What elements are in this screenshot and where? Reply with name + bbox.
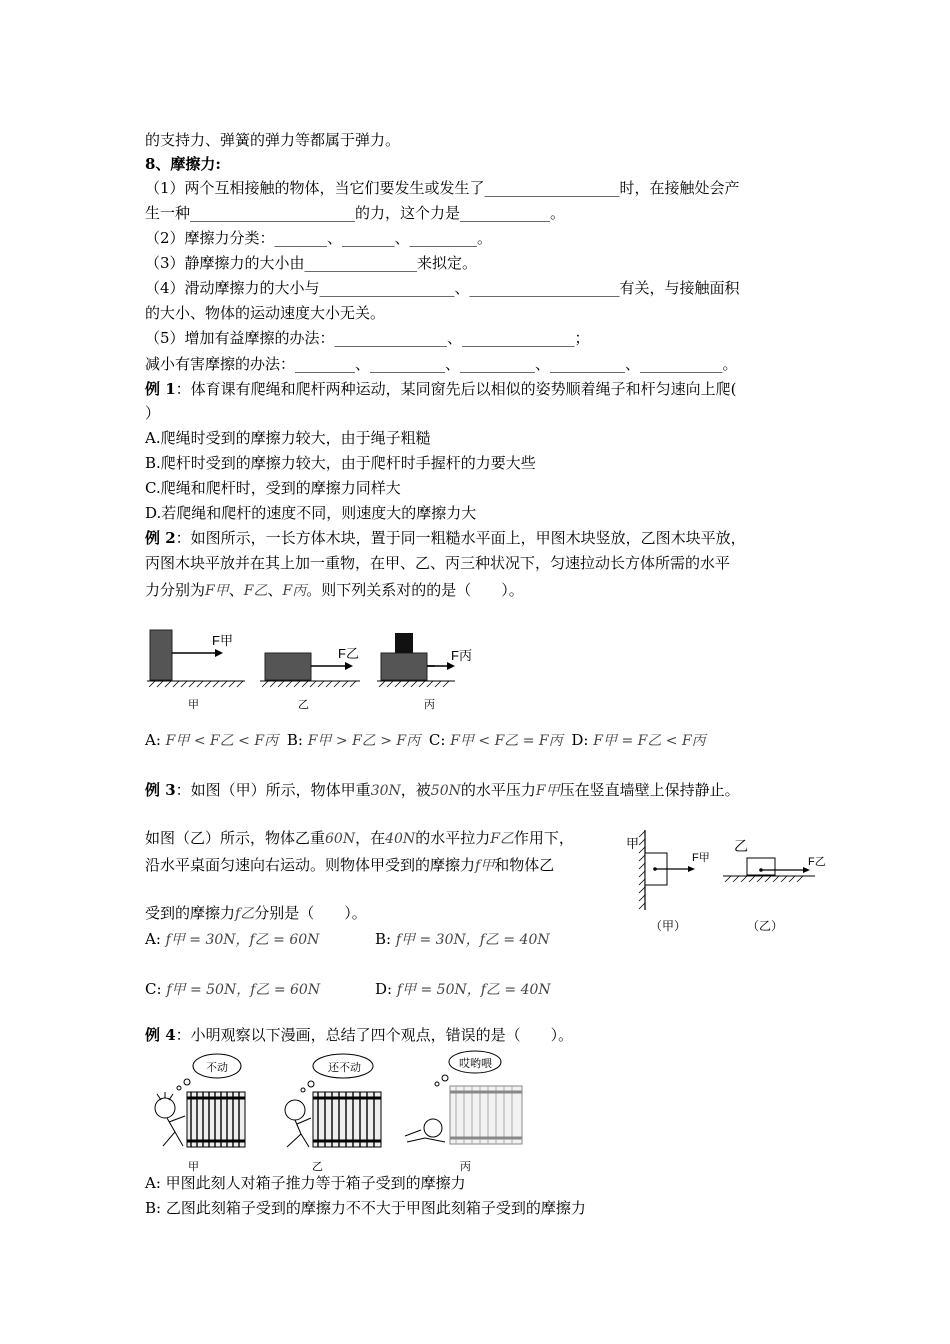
figure-caption: 丙 [460, 1161, 471, 1173]
option-label: A: [145, 930, 161, 948]
figure-caption: 甲 [188, 1161, 199, 1173]
ground-hatch [149, 681, 243, 687]
force-symbol: F甲 [535, 783, 560, 799]
text-line [145, 855, 554, 876]
text-line: 减小有害摩擦的办法：________、__________、__________、__________、___________。 [145, 355, 738, 373]
option-label: C: [145, 980, 162, 998]
example-2-stem [145, 528, 746, 548]
arrow-head-icon [345, 662, 353, 670]
text-line [145, 828, 574, 849]
text-span: 的水平拉力 [415, 829, 491, 847]
option-text: f甲 = 50N，f乙 = 40N [396, 982, 551, 998]
option-b [375, 929, 550, 950]
figure-caption: （乙） [747, 919, 784, 933]
option-a: A.爬绳时受到的摩擦力较大，由于绳子粗糙 [145, 429, 431, 447]
example-text: ：如图所示，一长方体木块，置于同一粗糙水平面上，甲图木块竖放，乙图木块平放， [175, 529, 746, 547]
boy-body-icon [287, 1118, 311, 1147]
text-span: ，被 [400, 781, 431, 799]
text-line [145, 903, 367, 924]
figure-caption: 丙 [424, 699, 435, 711]
option-text: f甲 = 50N，f乙 = 60N [166, 982, 321, 998]
force-label: F甲 [692, 852, 710, 864]
text-span: 作用下， [513, 829, 574, 847]
option-a [145, 929, 319, 950]
example-3-stem [145, 780, 740, 801]
force-label: F乙 [808, 856, 826, 868]
option-a: F甲 < F乙 < F丙 [165, 733, 279, 749]
separator: 、 [267, 581, 283, 599]
force-label: F甲 [212, 633, 233, 648]
text-line: （5）增加有益摩擦的办法：_______________、_______________； [145, 329, 590, 347]
crate-icon [450, 1086, 522, 1144]
option-label: C: [428, 731, 446, 749]
text-line: （1）两个互相接触的物体，当它们要发生或发生了__________________时，在接触处会产 [145, 179, 740, 197]
option-a: A: 甲图此刻人对箱子推力等于箱子受到的摩擦力 [145, 1174, 466, 1192]
ground-hatch [379, 681, 449, 687]
value: 40N [385, 831, 416, 847]
text-line: 丙图木块平放并在其上加一重物，在甲、乙、丙三种状况下，匀速拉动长方体所需的水平 [145, 554, 731, 572]
option-c: F甲 < F乙 = F丙 [450, 733, 563, 749]
text-line: 生一种______________________的力，这个力是____________。 [145, 204, 566, 222]
force-symbol: F乙 [490, 831, 514, 847]
option-label: D: [375, 980, 393, 998]
force-label: F丙 [451, 648, 472, 663]
weight-block [395, 633, 413, 653]
example-label: 例 3 [145, 781, 176, 799]
example-4-stem [145, 1025, 573, 1045]
value: 50N [430, 783, 461, 799]
text-span: ，在 [355, 829, 386, 847]
arrow-head-icon [215, 649, 223, 657]
option-label: D: [571, 731, 589, 749]
text-line: ） [145, 404, 161, 422]
text-span: 力分别为 [145, 581, 206, 599]
text-span: 的水平压力 [460, 781, 536, 799]
ground-hatch [262, 681, 356, 687]
text-span: 沿水平桌面匀速向右运动。则物体甲受到的摩擦力 [145, 856, 476, 874]
block-yi [747, 858, 775, 875]
text-line: 的支持力、弹簧的弹力等都属于弹力。 [145, 131, 401, 149]
bubble-text: 还不动 [328, 1062, 361, 1074]
section-heading: 8、摩擦力: [145, 155, 221, 173]
value: 60N [325, 831, 356, 847]
text-span: 和物体乙 [494, 856, 555, 874]
force-label: F乙 [338, 646, 359, 661]
bubble-text: 哎哟喂 [459, 1058, 492, 1070]
separator: 、 [228, 581, 244, 599]
text-line: 的大小、物体的运动速度大小无关。 [145, 304, 386, 322]
option-c [145, 979, 320, 1000]
option-text: f甲 = 30N，f乙 = 40N [395, 932, 550, 948]
figure-caption: 甲 [188, 699, 199, 711]
figure-label: 甲 [626, 836, 640, 851]
force-symbol: F丙 [282, 583, 307, 599]
arrow-head-icon [688, 866, 695, 872]
boy-head-icon [155, 1098, 175, 1118]
option-b: B.爬杆时受到的摩擦力较大，由于爬杆时手握杆的力要大些 [145, 454, 536, 472]
text-span: 如图（乙）所示，物体乙重 [145, 829, 326, 847]
text-line: （2）摩擦力分类：_______、_______、_________。 [145, 229, 493, 247]
figure-caption: 乙 [312, 1161, 323, 1173]
example-1-stem [145, 379, 737, 399]
crate-icon [187, 1092, 245, 1147]
force-symbol: F甲 [205, 583, 229, 599]
text-span: 压在竖直墙壁上保持静止。 [559, 781, 740, 799]
option-label: A: [145, 731, 161, 749]
option-label: B: [375, 930, 392, 948]
boy-body-icon [163, 1116, 185, 1146]
figure-caption: 乙 [298, 699, 309, 711]
example-2-options [145, 730, 706, 751]
example-text: ：小明观察以下漫画，总结了四个观点，错误的是（ ）。 [175, 1026, 574, 1044]
boy-head-icon [424, 1119, 442, 1137]
text-span: 受到的摩擦力 [145, 904, 236, 922]
bubble-text: 不动 [206, 1062, 228, 1074]
example-label: 例 2 [145, 529, 176, 547]
option-label: B: [286, 731, 303, 749]
text-line: （4）滑动摩擦力的大小与__________________、____________________有关，与接触面积 [145, 279, 740, 297]
block-vertical [150, 630, 172, 680]
option-d [375, 979, 551, 1000]
value: 30N [370, 783, 401, 799]
figure-label: 乙 [734, 838, 748, 854]
crate-icon [313, 1092, 381, 1147]
block-flat [381, 653, 427, 680]
text-line: （3）静摩擦力的大小由_______________来拟定。 [145, 254, 478, 272]
option-b: B: 乙图此刻箱子受到的摩擦力不不大于甲图此刻箱子受到的摩擦力 [145, 1199, 586, 1217]
ground-hatch [725, 876, 803, 882]
option-d: D.若爬绳和爬杆的速度不同，则速度大的摩擦力大 [145, 504, 477, 522]
force-symbol: f乙 [235, 906, 255, 922]
text-line [145, 580, 524, 601]
option-d: F甲 = F乙 < F丙 [593, 733, 706, 749]
example-label: 例 1 [145, 380, 176, 398]
option-c: C.爬绳和爬杆时，受到的摩擦力同样大 [145, 479, 401, 497]
force-symbol: f甲 [475, 858, 495, 874]
option-text: f甲 = 30N，f乙 = 60N [165, 932, 320, 948]
text-span: 。则下列关系对的的是（ ）。 [306, 581, 524, 599]
figure-caption: （甲） [650, 919, 687, 933]
text-span: ：如图（甲）所示，物体甲重 [175, 781, 371, 799]
wall-hatch [639, 831, 645, 909]
option-b: F甲 > F乙 > F丙 [307, 733, 421, 749]
example-text: ：体育课有爬绳和爬杆两种运动，某同窗先后以相似的姿势顺着绳子和杆匀速向上爬( [175, 380, 737, 398]
example-label: 例 4 [145, 1026, 176, 1044]
force-symbol: F乙 [243, 583, 268, 599]
boy-head-icon [285, 1100, 305, 1120]
example-3-figure [625, 825, 830, 915]
block-flat [265, 653, 311, 680]
text-span: 分别是（ ）。 [254, 904, 367, 922]
